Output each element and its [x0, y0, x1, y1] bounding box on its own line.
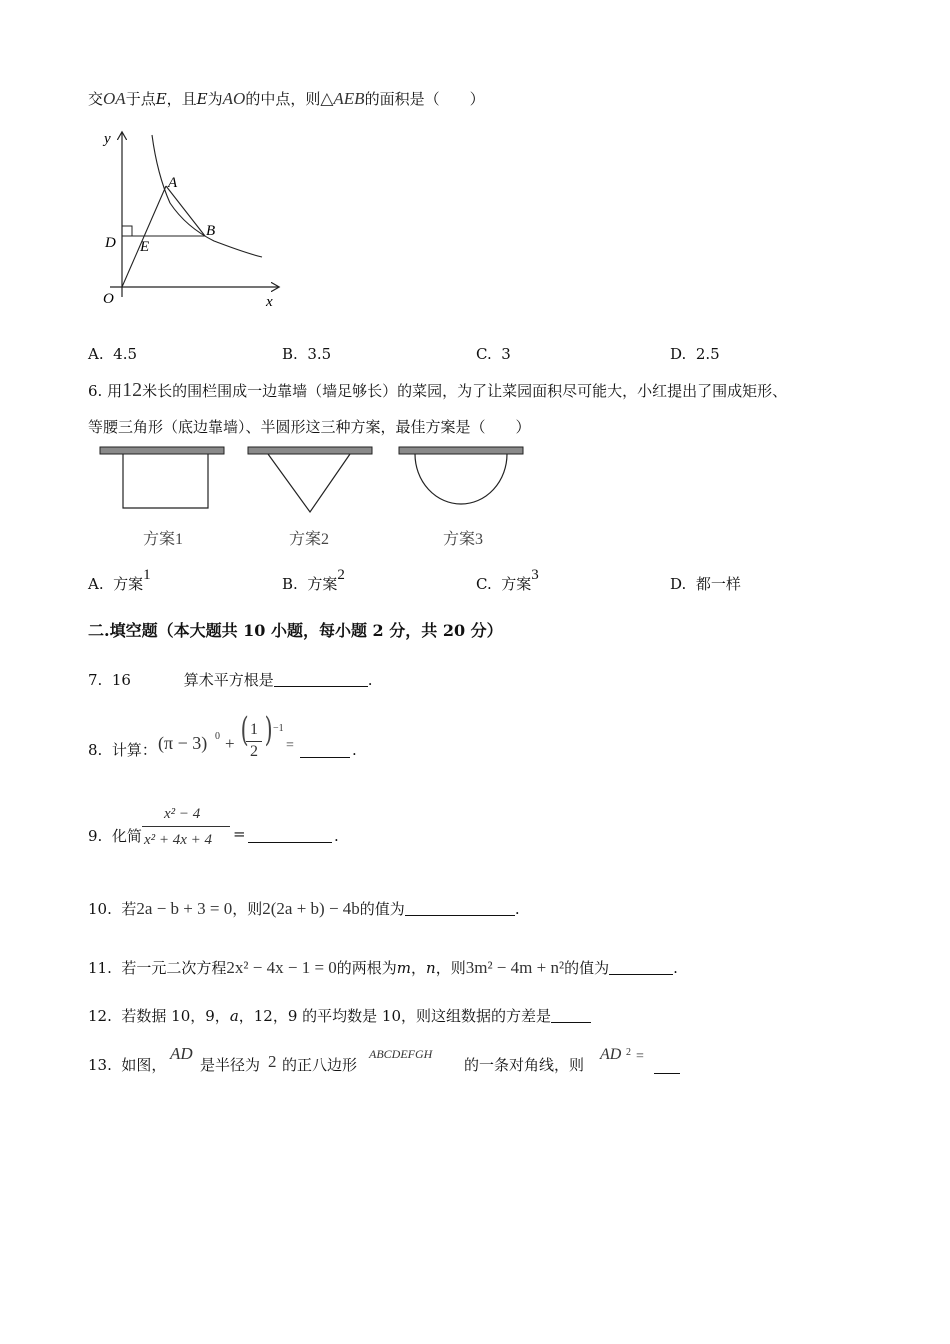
- q8-exp-zero: 0: [215, 731, 220, 742]
- q8-pi-expr: (π − 3): [158, 733, 208, 753]
- q13-AD: AD: [170, 1044, 193, 1063]
- q10-answer-blank[interactable]: [405, 901, 515, 916]
- q6-choice-d: D. 都一样: [670, 575, 741, 593]
- q10: 10. 若2a − b + 3 = 0，则2(2a + b) − 4b的值为 .: [88, 899, 520, 918]
- label-O: O: [103, 291, 114, 307]
- q5-stem: 交OA于点E，且E为AO的中点，则△AEB的面积是（ ）: [88, 89, 485, 108]
- q13-polygon-name: ABCDEFGH: [369, 1047, 433, 1061]
- segment-AB: [166, 186, 205, 236]
- semicircle-fence: [415, 454, 507, 504]
- q7: 7. 16 算术平方根是 .: [88, 671, 373, 689]
- label-y: y: [104, 131, 111, 147]
- q5-choice-b: B. 3.5: [282, 345, 332, 363]
- q6-choice-b: B. 方案2: [282, 567, 345, 593]
- q8-paren-left: (: [240, 710, 249, 750]
- q9-frac-bar: [142, 826, 230, 827]
- q5-choice-d: D. 2.5: [670, 345, 720, 363]
- q5-choice-c: C. 3: [476, 345, 511, 363]
- section2-title: 二.填空题（本大题共 10 小题，每小题 2 分，共 20 分）: [88, 621, 503, 640]
- plan-label-3: 方案3: [443, 531, 484, 548]
- q6-choice-a: A. 方案1: [88, 567, 151, 593]
- q8: 8. 计算： (π − 3) 0 + ( 1 2 ) −1 = .: [88, 710, 357, 760]
- label-x: x: [266, 294, 273, 310]
- q8-paren-right: ): [264, 710, 273, 750]
- q9-answer-blank[interactable]: [248, 828, 332, 843]
- q9: 9. 化简 x² − 4 x² + 4x + 4 = .: [88, 806, 339, 848]
- q13-radius: 2: [268, 1052, 277, 1071]
- label-E: E: [140, 239, 150, 255]
- q13-AD2: AD: [600, 1046, 622, 1063]
- q13: 13. 如图， AD 是半径为 2 的正八边形 ABCDEFGH 的一条对角线，则 AD 2 =: [88, 1051, 166, 1081]
- q8-exp-neg1: −1: [273, 723, 284, 734]
- q11-answer-blank[interactable]: [609, 960, 673, 975]
- label-B: B: [206, 223, 216, 239]
- q6-choice-c: C. 方案3: [476, 567, 539, 593]
- q6-stem-line1: 6. 用12米长的围栏围成一边靠墙（墙足够长）的菜园，为了让菜园面积尽可能大，小红提出了围成矩形、: [88, 379, 788, 401]
- q6-figure: [96, 444, 528, 554]
- q5-choice-a: A. 4.5: [88, 345, 138, 363]
- q13-eq: =: [636, 1049, 644, 1064]
- rectangle-fence: [123, 454, 208, 508]
- wall-3: [399, 447, 523, 454]
- q12: 12. 若数据 10，9，a，12，9 的平均数是 10，则这组数据的方差是: [88, 1006, 591, 1026]
- q9-numerator: x² − 4: [164, 806, 201, 822]
- q9-denominator: x² + 4x + 4: [144, 832, 213, 848]
- q13-answer-blank[interactable]: [654, 1059, 680, 1074]
- plan-label-2: 方案2: [289, 531, 330, 548]
- q11: 11. 若一元二次方程2x² − 4x − 1 = 0的两根为m，n，则3m² − 4m + n²的值为 .: [88, 958, 678, 977]
- q8-frac-num: 1: [250, 721, 258, 738]
- q12-answer-blank[interactable]: [551, 1008, 591, 1023]
- q8-eq: =: [286, 738, 294, 753]
- q13-square: 2: [626, 1047, 631, 1058]
- label-D: D: [105, 235, 116, 251]
- q8-answer-blank[interactable]: [300, 743, 350, 758]
- q8-frac-den: 2: [250, 743, 258, 760]
- right-angle-mark: [122, 226, 132, 236]
- q6-stem-line2: 等腰三角形（底边靠墙）、半圆形这三种方案，最佳方案是（ ）: [88, 418, 531, 436]
- triangle-fence: [268, 454, 350, 512]
- wall-1: [100, 447, 224, 454]
- q8-plus: +: [225, 734, 235, 753]
- plan-label-1: 方案1: [143, 531, 184, 548]
- wall-2: [248, 447, 372, 454]
- label-A: A: [168, 175, 178, 191]
- q7-answer-blank[interactable]: [274, 672, 368, 687]
- q5-figure: [90, 125, 290, 310]
